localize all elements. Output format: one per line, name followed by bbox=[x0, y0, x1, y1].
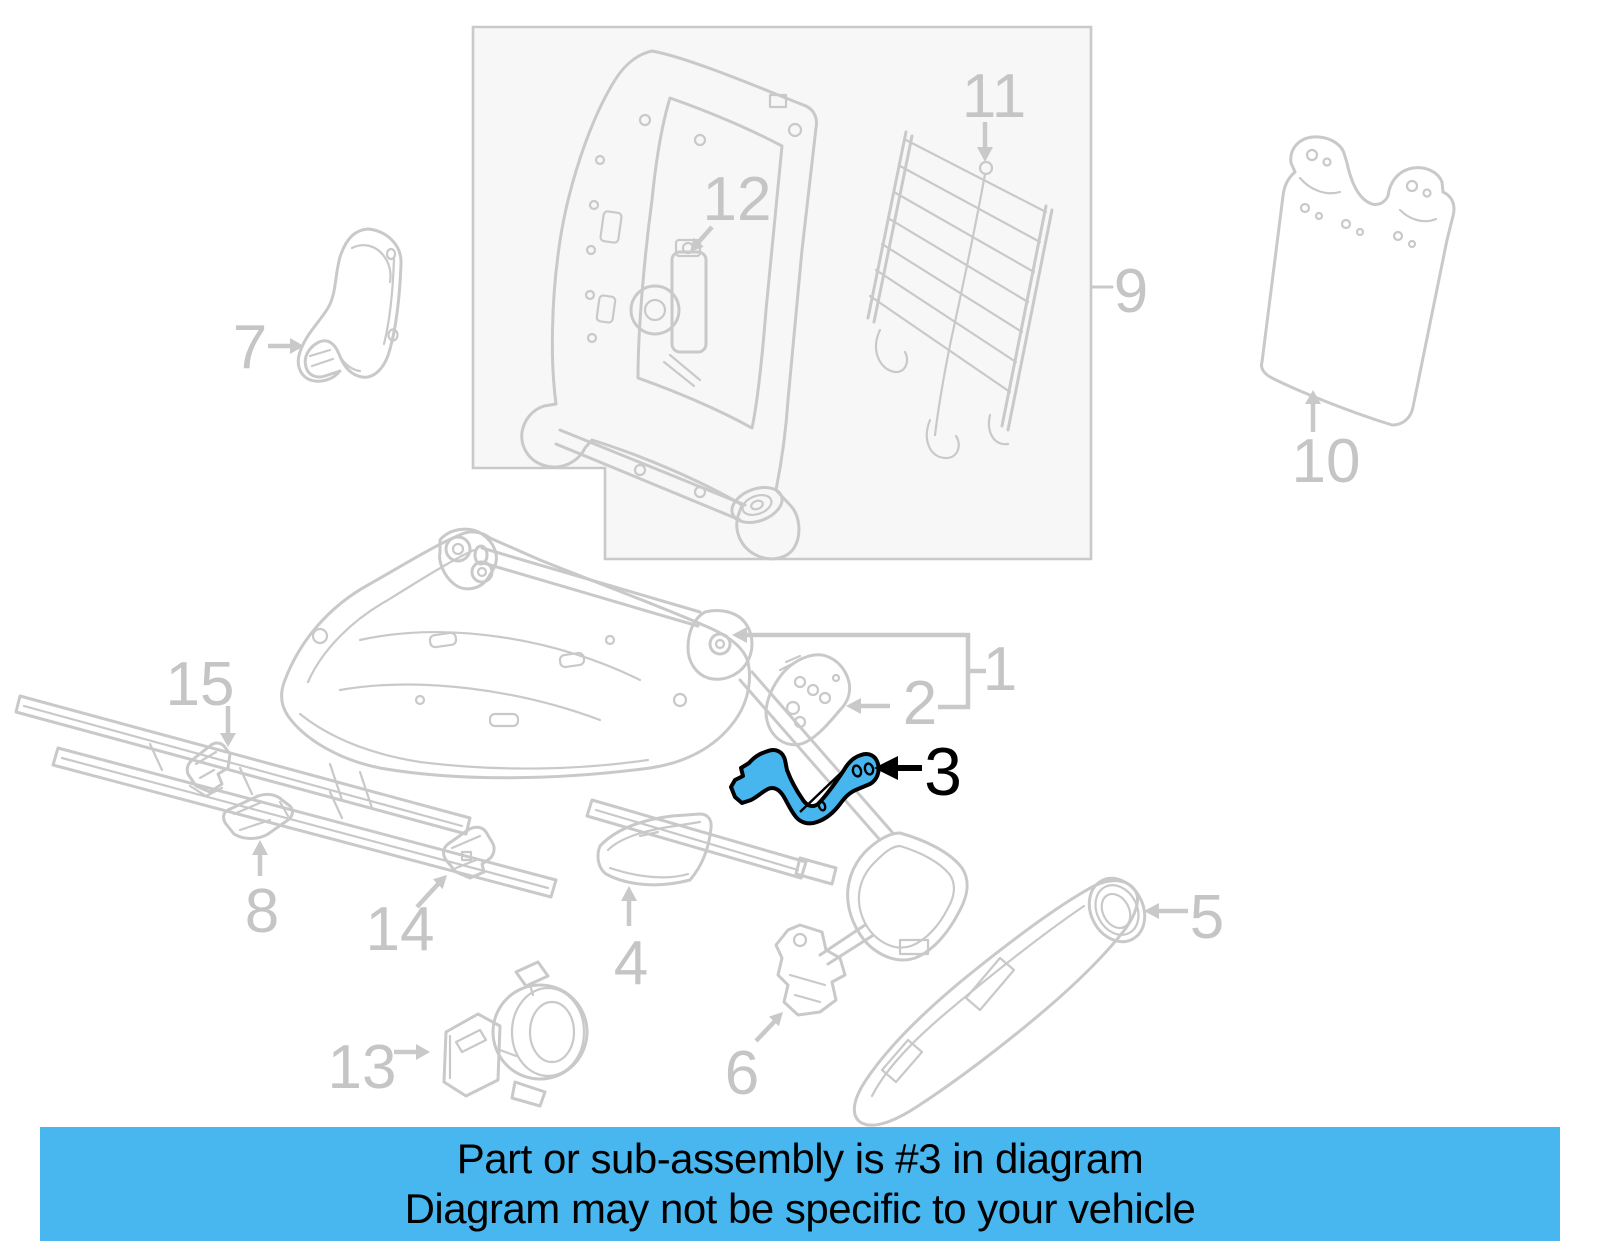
banner-line-2: Diagram may not be specific to your vehicle bbox=[404, 1185, 1196, 1232]
track-motor bbox=[444, 962, 587, 1106]
callout-14: 14 bbox=[365, 895, 435, 964]
callout-12: 12 bbox=[702, 165, 772, 234]
callout-1: 1 bbox=[982, 635, 1018, 704]
callout-11: 11 bbox=[961, 62, 1027, 131]
callout-labels bbox=[166, 62, 1361, 1108]
callout-7: 7 bbox=[232, 313, 268, 382]
callout-13: 13 bbox=[327, 1033, 397, 1102]
callout-15: 15 bbox=[165, 650, 235, 719]
callout-6: 6 bbox=[724, 1039, 760, 1108]
callout-5: 5 bbox=[1189, 883, 1225, 952]
seat-cushion-frame bbox=[16, 529, 892, 897]
banner-line-1: Part or sub-assembly is #3 in diagram bbox=[456, 1135, 1144, 1182]
callout-2: 2 bbox=[902, 669, 938, 738]
switch-bracket bbox=[766, 655, 850, 745]
callout-3: 3 bbox=[924, 734, 962, 810]
side-cover bbox=[298, 229, 401, 381]
seat-back-panel bbox=[1261, 137, 1453, 425]
callout-9: 9 bbox=[1113, 257, 1149, 326]
callout-10: 10 bbox=[1291, 427, 1361, 496]
callout-4: 4 bbox=[613, 929, 649, 998]
diagram-notice-banner bbox=[40, 1127, 1560, 1241]
side-valance-panel bbox=[854, 869, 1155, 1125]
callout-8: 8 bbox=[244, 877, 280, 946]
